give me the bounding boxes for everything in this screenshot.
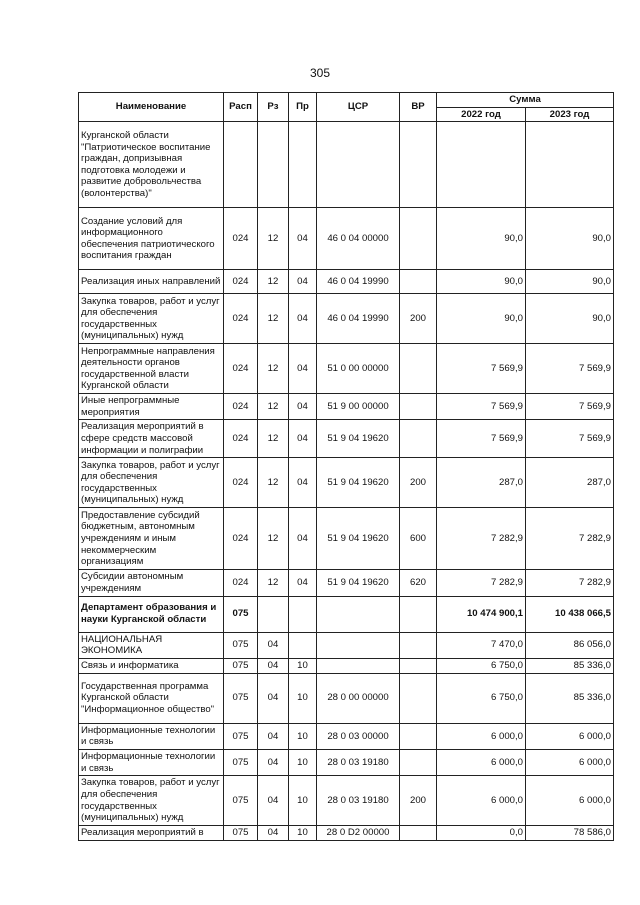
cell-csr: 51 9 04 19620 bbox=[317, 570, 400, 596]
cell-vr bbox=[400, 270, 437, 294]
cell-rz: 04 bbox=[258, 723, 289, 749]
cell-name: Информационные технологии и связь bbox=[79, 723, 224, 749]
cell-rasp: 075 bbox=[224, 632, 258, 658]
cell-pr: 04 bbox=[289, 508, 317, 570]
cell-2022: 10 474 900,1 bbox=[437, 596, 526, 632]
cell-vr bbox=[400, 749, 437, 775]
cell-2023: 7 282,9 bbox=[526, 570, 614, 596]
cell-csr: 28 0 03 19180 bbox=[317, 776, 400, 826]
table-row bbox=[79, 596, 614, 632]
cell-rasp: 075 bbox=[224, 776, 258, 826]
cell-rz: 04 bbox=[258, 826, 289, 841]
cell-rasp: 075 bbox=[224, 658, 258, 673]
cell-name: Реализация мероприятий в сфере средств массовой информации и полиграфии bbox=[79, 420, 224, 458]
cell-2023: 7 569,9 bbox=[526, 420, 614, 458]
col-header-name: Наименование bbox=[79, 93, 224, 122]
cell-vr bbox=[400, 394, 437, 420]
cell-rasp: 075 bbox=[224, 749, 258, 775]
cell-vr: 200 bbox=[400, 294, 437, 344]
cell-2023: 7 282,9 bbox=[526, 508, 614, 570]
cell-2023: 6 000,0 bbox=[526, 776, 614, 826]
cell-pr: 10 bbox=[289, 749, 317, 775]
cell-rasp: 075 bbox=[224, 826, 258, 841]
cell-csr: 28 0 03 19180 bbox=[317, 749, 400, 775]
cell-rz: 12 bbox=[258, 570, 289, 596]
cell-2022: 90,0 bbox=[437, 208, 526, 270]
col-header-vr: ВР bbox=[400, 93, 437, 122]
col-header-sum: Сумма bbox=[437, 93, 614, 108]
cell-rz: 12 bbox=[258, 270, 289, 294]
cell-csr: 28 0 03 00000 bbox=[317, 723, 400, 749]
col-header-pr: Пр bbox=[289, 93, 317, 122]
cell-rz bbox=[258, 596, 289, 632]
cell-csr bbox=[317, 596, 400, 632]
cell-rz: 12 bbox=[258, 508, 289, 570]
table-row bbox=[79, 208, 614, 270]
cell-pr bbox=[289, 596, 317, 632]
cell-csr: 51 9 04 19620 bbox=[317, 420, 400, 458]
cell-name: Реализация мероприятий в bbox=[79, 826, 224, 841]
cell-csr: 51 9 04 19620 bbox=[317, 508, 400, 570]
cell-vr bbox=[400, 208, 437, 270]
cell-pr: 04 bbox=[289, 294, 317, 344]
cell-csr: 51 9 04 19620 bbox=[317, 458, 400, 508]
col-header-rasp: Расп bbox=[224, 93, 258, 122]
table-row bbox=[79, 570, 614, 596]
cell-rasp: 024 bbox=[224, 570, 258, 596]
cell-rasp: 024 bbox=[224, 208, 258, 270]
cell-2022: 6 000,0 bbox=[437, 723, 526, 749]
cell-csr: 28 0 00 00000 bbox=[317, 673, 400, 723]
cell-name: Реализация иных направлений bbox=[79, 270, 224, 294]
cell-name: Информационные технологии и связь bbox=[79, 749, 224, 775]
cell-2022 bbox=[437, 122, 526, 208]
cell-pr bbox=[289, 632, 317, 658]
cell-csr: 28 0 D2 00000 bbox=[317, 826, 400, 841]
cell-pr: 04 bbox=[289, 344, 317, 394]
cell-name: Департамент образования и науки Курганской области bbox=[79, 596, 224, 632]
cell-vr bbox=[400, 122, 437, 208]
cell-csr bbox=[317, 632, 400, 658]
cell-name: Закупка товаров, работ и услуг для обеспечения государственных (муниципальных) нужд bbox=[79, 458, 224, 508]
cell-pr: 04 bbox=[289, 420, 317, 458]
cell-rasp: 024 bbox=[224, 420, 258, 458]
cell-2023: 287,0 bbox=[526, 458, 614, 508]
cell-rasp: 024 bbox=[224, 394, 258, 420]
cell-2022: 6 000,0 bbox=[437, 749, 526, 775]
cell-rasp: 075 bbox=[224, 596, 258, 632]
cell-rz bbox=[258, 122, 289, 208]
cell-2023 bbox=[526, 122, 614, 208]
cell-rz: 04 bbox=[258, 776, 289, 826]
cell-rz: 12 bbox=[258, 294, 289, 344]
cell-vr bbox=[400, 723, 437, 749]
cell-2022: 7 569,9 bbox=[437, 420, 526, 458]
cell-name: Иные непрограммные мероприятия bbox=[79, 394, 224, 420]
cell-pr: 04 bbox=[289, 208, 317, 270]
cell-rasp: 024 bbox=[224, 270, 258, 294]
cell-vr bbox=[400, 632, 437, 658]
cell-pr: 10 bbox=[289, 826, 317, 841]
cell-2023: 7 569,9 bbox=[526, 394, 614, 420]
cell-vr bbox=[400, 673, 437, 723]
cell-2022: 90,0 bbox=[437, 270, 526, 294]
cell-name: Создание условий для информационного обеспечения патриотического воспитания граждан bbox=[79, 208, 224, 270]
cell-2022: 287,0 bbox=[437, 458, 526, 508]
cell-pr: 04 bbox=[289, 270, 317, 294]
cell-rasp: 075 bbox=[224, 673, 258, 723]
table-row bbox=[79, 826, 614, 841]
cell-csr: 51 9 00 00000 bbox=[317, 394, 400, 420]
table-body bbox=[79, 122, 614, 841]
cell-2022: 7 569,9 bbox=[437, 344, 526, 394]
cell-pr: 10 bbox=[289, 776, 317, 826]
cell-2023: 85 336,0 bbox=[526, 673, 614, 723]
cell-pr: 10 bbox=[289, 673, 317, 723]
cell-rasp: 024 bbox=[224, 294, 258, 344]
cell-vr bbox=[400, 826, 437, 841]
cell-name: НАЦИОНАЛЬНАЯ ЭКОНОМИКА bbox=[79, 632, 224, 658]
cell-2022: 7 282,9 bbox=[437, 570, 526, 596]
cell-name: Курганской области "Патриотическое воспитание граждан, допризывная подготовка молодежи и развитие добровольчества (волонтерства)" bbox=[79, 122, 224, 208]
cell-name: Связь и информатика bbox=[79, 658, 224, 673]
cell-vr: 600 bbox=[400, 508, 437, 570]
cell-2022: 90,0 bbox=[437, 294, 526, 344]
cell-rz: 12 bbox=[258, 420, 289, 458]
cell-2023: 90,0 bbox=[526, 208, 614, 270]
cell-name: Субсидии автономным учреждениям bbox=[79, 570, 224, 596]
table-row bbox=[79, 394, 614, 420]
table-row bbox=[79, 723, 614, 749]
cell-pr bbox=[289, 122, 317, 208]
budget-table bbox=[78, 92, 614, 841]
cell-pr: 10 bbox=[289, 658, 317, 673]
cell-2023: 90,0 bbox=[526, 270, 614, 294]
cell-2023: 7 569,9 bbox=[526, 344, 614, 394]
cell-rz: 12 bbox=[258, 458, 289, 508]
cell-pr: 10 bbox=[289, 723, 317, 749]
cell-2022: 7 569,9 bbox=[437, 394, 526, 420]
cell-vr bbox=[400, 420, 437, 458]
col-header-rz: Рз bbox=[258, 93, 289, 122]
cell-rz: 04 bbox=[258, 749, 289, 775]
cell-csr: 46 0 04 19990 bbox=[317, 294, 400, 344]
cell-vr: 200 bbox=[400, 458, 437, 508]
cell-rz: 12 bbox=[258, 344, 289, 394]
cell-vr bbox=[400, 658, 437, 673]
cell-2023: 90,0 bbox=[526, 294, 614, 344]
cell-2022: 6 000,0 bbox=[437, 776, 526, 826]
table-row bbox=[79, 122, 614, 208]
cell-2023: 6 000,0 bbox=[526, 749, 614, 775]
table-row bbox=[79, 632, 614, 658]
cell-name: Закупка товаров, работ и услуг для обеспечения государственных (муниципальных) нужд bbox=[79, 776, 224, 826]
cell-2023: 6 000,0 bbox=[526, 723, 614, 749]
table-row bbox=[79, 508, 614, 570]
col-header-csr: ЦСР bbox=[317, 93, 400, 122]
cell-vr bbox=[400, 344, 437, 394]
cell-rz: 04 bbox=[258, 632, 289, 658]
table-row bbox=[79, 270, 614, 294]
cell-2022: 6 750,0 bbox=[437, 658, 526, 673]
cell-2023: 10 438 066,5 bbox=[526, 596, 614, 632]
cell-rasp: 024 bbox=[224, 344, 258, 394]
cell-2023: 78 586,0 bbox=[526, 826, 614, 841]
cell-rasp: 024 bbox=[224, 458, 258, 508]
cell-2022: 6 750,0 bbox=[437, 673, 526, 723]
table-row bbox=[79, 673, 614, 723]
cell-rz: 04 bbox=[258, 658, 289, 673]
table-row bbox=[79, 749, 614, 775]
cell-vr: 200 bbox=[400, 776, 437, 826]
cell-rz: 12 bbox=[258, 394, 289, 420]
cell-2022: 7 470,0 bbox=[437, 632, 526, 658]
cell-rasp: 075 bbox=[224, 723, 258, 749]
cell-vr bbox=[400, 596, 437, 632]
table-row bbox=[79, 458, 614, 508]
cell-2023: 85 336,0 bbox=[526, 658, 614, 673]
cell-pr: 04 bbox=[289, 570, 317, 596]
cell-csr bbox=[317, 658, 400, 673]
cell-name: Государственная программа Курганской области "Информационное общество" bbox=[79, 673, 224, 723]
cell-csr: 46 0 04 19990 bbox=[317, 270, 400, 294]
cell-vr: 620 bbox=[400, 570, 437, 596]
cell-pr: 04 bbox=[289, 394, 317, 420]
cell-pr: 04 bbox=[289, 458, 317, 508]
cell-2022: 7 282,9 bbox=[437, 508, 526, 570]
cell-rz: 12 bbox=[258, 208, 289, 270]
cell-2023: 86 056,0 bbox=[526, 632, 614, 658]
table-row bbox=[79, 344, 614, 394]
cell-2022: 0,0 bbox=[437, 826, 526, 841]
cell-name: Предоставление субсидий бюджетным, автономным учреждениям и иным некоммерческим организациям bbox=[79, 508, 224, 570]
cell-rasp bbox=[224, 122, 258, 208]
table-row bbox=[79, 420, 614, 458]
cell-csr bbox=[317, 122, 400, 208]
cell-name: Закупка товаров, работ и услуг для обеспечения государственных (муниципальных) нужд bbox=[79, 294, 224, 344]
cell-rasp: 024 bbox=[224, 508, 258, 570]
col-header-2023: 2023 год bbox=[526, 107, 614, 122]
table-row bbox=[79, 658, 614, 673]
page-number: 305 bbox=[309, 66, 331, 80]
table-row bbox=[79, 776, 614, 826]
table-row bbox=[79, 294, 614, 344]
col-header-2022: 2022 год bbox=[437, 107, 526, 122]
cell-csr: 46 0 04 00000 bbox=[317, 208, 400, 270]
cell-rz: 04 bbox=[258, 673, 289, 723]
cell-csr: 51 0 00 00000 bbox=[317, 344, 400, 394]
cell-name: Непрограммные направления деятельности органов государственной власти Курганской области bbox=[79, 344, 224, 394]
